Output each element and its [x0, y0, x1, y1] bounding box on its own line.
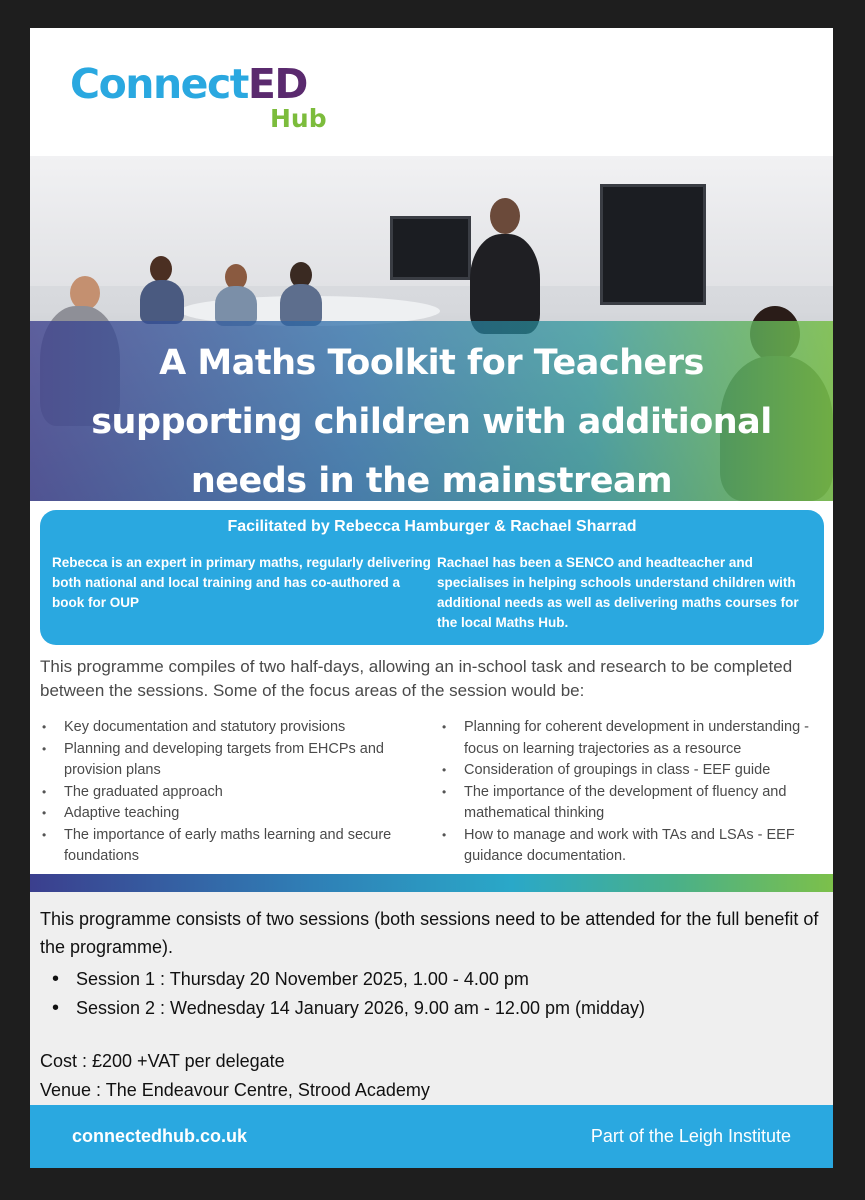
- focus-area-item: • Consideration of groupings in class - EEF guide: [438, 760, 833, 782]
- hero-photo-presenter-head: [490, 198, 520, 234]
- sessions-panel: [30, 892, 833, 1105]
- hero-title-line: A Maths Toolkit for Teachers: [159, 343, 704, 383]
- logo-wordmark: [70, 60, 307, 108]
- programme-intro: This programme compiles of two half-days, allowing an in-school task and research to be completed between the sessions. Some of the focus areas of the session would be:: [40, 657, 793, 700]
- hero-photo-attendee: [280, 284, 322, 326]
- hero-title-line: supporting children with additional: [91, 402, 772, 442]
- focus-area-item: • Planning and developing targets from EHCPs and provision plans: [38, 739, 433, 782]
- logo-ed-text: ED: [247, 60, 307, 108]
- footer-bar: [30, 1105, 833, 1168]
- hero-photo-screen-left: [390, 216, 471, 280]
- logo-connect-text: Connect: [70, 60, 248, 108]
- gradient-divider: [30, 874, 833, 892]
- sessions-intro: This programme consists of two sessions (both sessions need to be attended for the full benefit of the programme).: [40, 909, 819, 957]
- session-item: • Session 1 : Thursday 20 November 2025, 1.00 - 4.00 pm: [50, 965, 645, 994]
- focus-areas-right: [438, 717, 833, 868]
- hero-photo-presenter: [470, 234, 540, 334]
- focus-area-item: • The importance of early maths learning and secure foundations: [38, 825, 433, 868]
- facilitators-box: [40, 510, 824, 645]
- flyer-page: [30, 28, 833, 1168]
- hero-photo-attendee-head: [150, 256, 172, 282]
- focus-area-item: • Key documentation and statutory provisions: [38, 717, 433, 739]
- focus-areas-left: [38, 717, 433, 868]
- hero-photo-screen-right: [600, 184, 706, 305]
- focus-area-item: • Adaptive teaching: [38, 803, 433, 825]
- logo-hub-text: Hub: [270, 104, 327, 133]
- focus-area-item: • The graduated approach: [38, 782, 433, 804]
- session-item: • Session 2 : Wednesday 14 January 2026, 9.00 am - 12.00 pm (midday): [50, 994, 645, 1023]
- focus-area-item: • Planning for coherent development in understanding - focus on learning trajectories as a resource: [438, 717, 833, 760]
- focus-area-item: • The importance of the development of fluency and mathematical thinking: [438, 782, 833, 825]
- hero-title-line: needs in the mainstream: [190, 461, 673, 501]
- facilitator-bio-rebecca: Rebecca is an expert in primary maths, regularly delivering both national and local training and has co-authored a book for OUP: [52, 555, 431, 610]
- hero-banner: [30, 156, 833, 501]
- connected-hub-logo: [70, 60, 327, 133]
- footer-part-of: Part of the Leigh Institute: [590, 1126, 791, 1146]
- hero-photo-attendee-head: [70, 276, 100, 310]
- venue-text: Venue : The Endeavour Centre, Strood Academy: [40, 1080, 430, 1100]
- hero-title: [30, 334, 833, 501]
- cost-text: Cost : £200 +VAT per delegate: [40, 1051, 285, 1071]
- website-link[interactable]: connectedhub.co.uk: [72, 1126, 248, 1146]
- focus-area-item: • How to manage and work with TAs and LSAs - EEF guidance documentation.: [438, 825, 833, 868]
- facilitators-title: Facilitated by Rebecca Hamburger & Rachael Sharrad: [227, 518, 637, 535]
- hero-photo-attendee: [215, 286, 257, 326]
- hero-photo-attendee: [140, 280, 184, 324]
- facilitator-bio-rachael: Rachael has been a SENCO and headteacher and specialises in helping schools understand children with additional needs as well as delivering maths courses for the local Maths Hub.: [437, 555, 799, 630]
- sessions-list: [50, 965, 645, 1023]
